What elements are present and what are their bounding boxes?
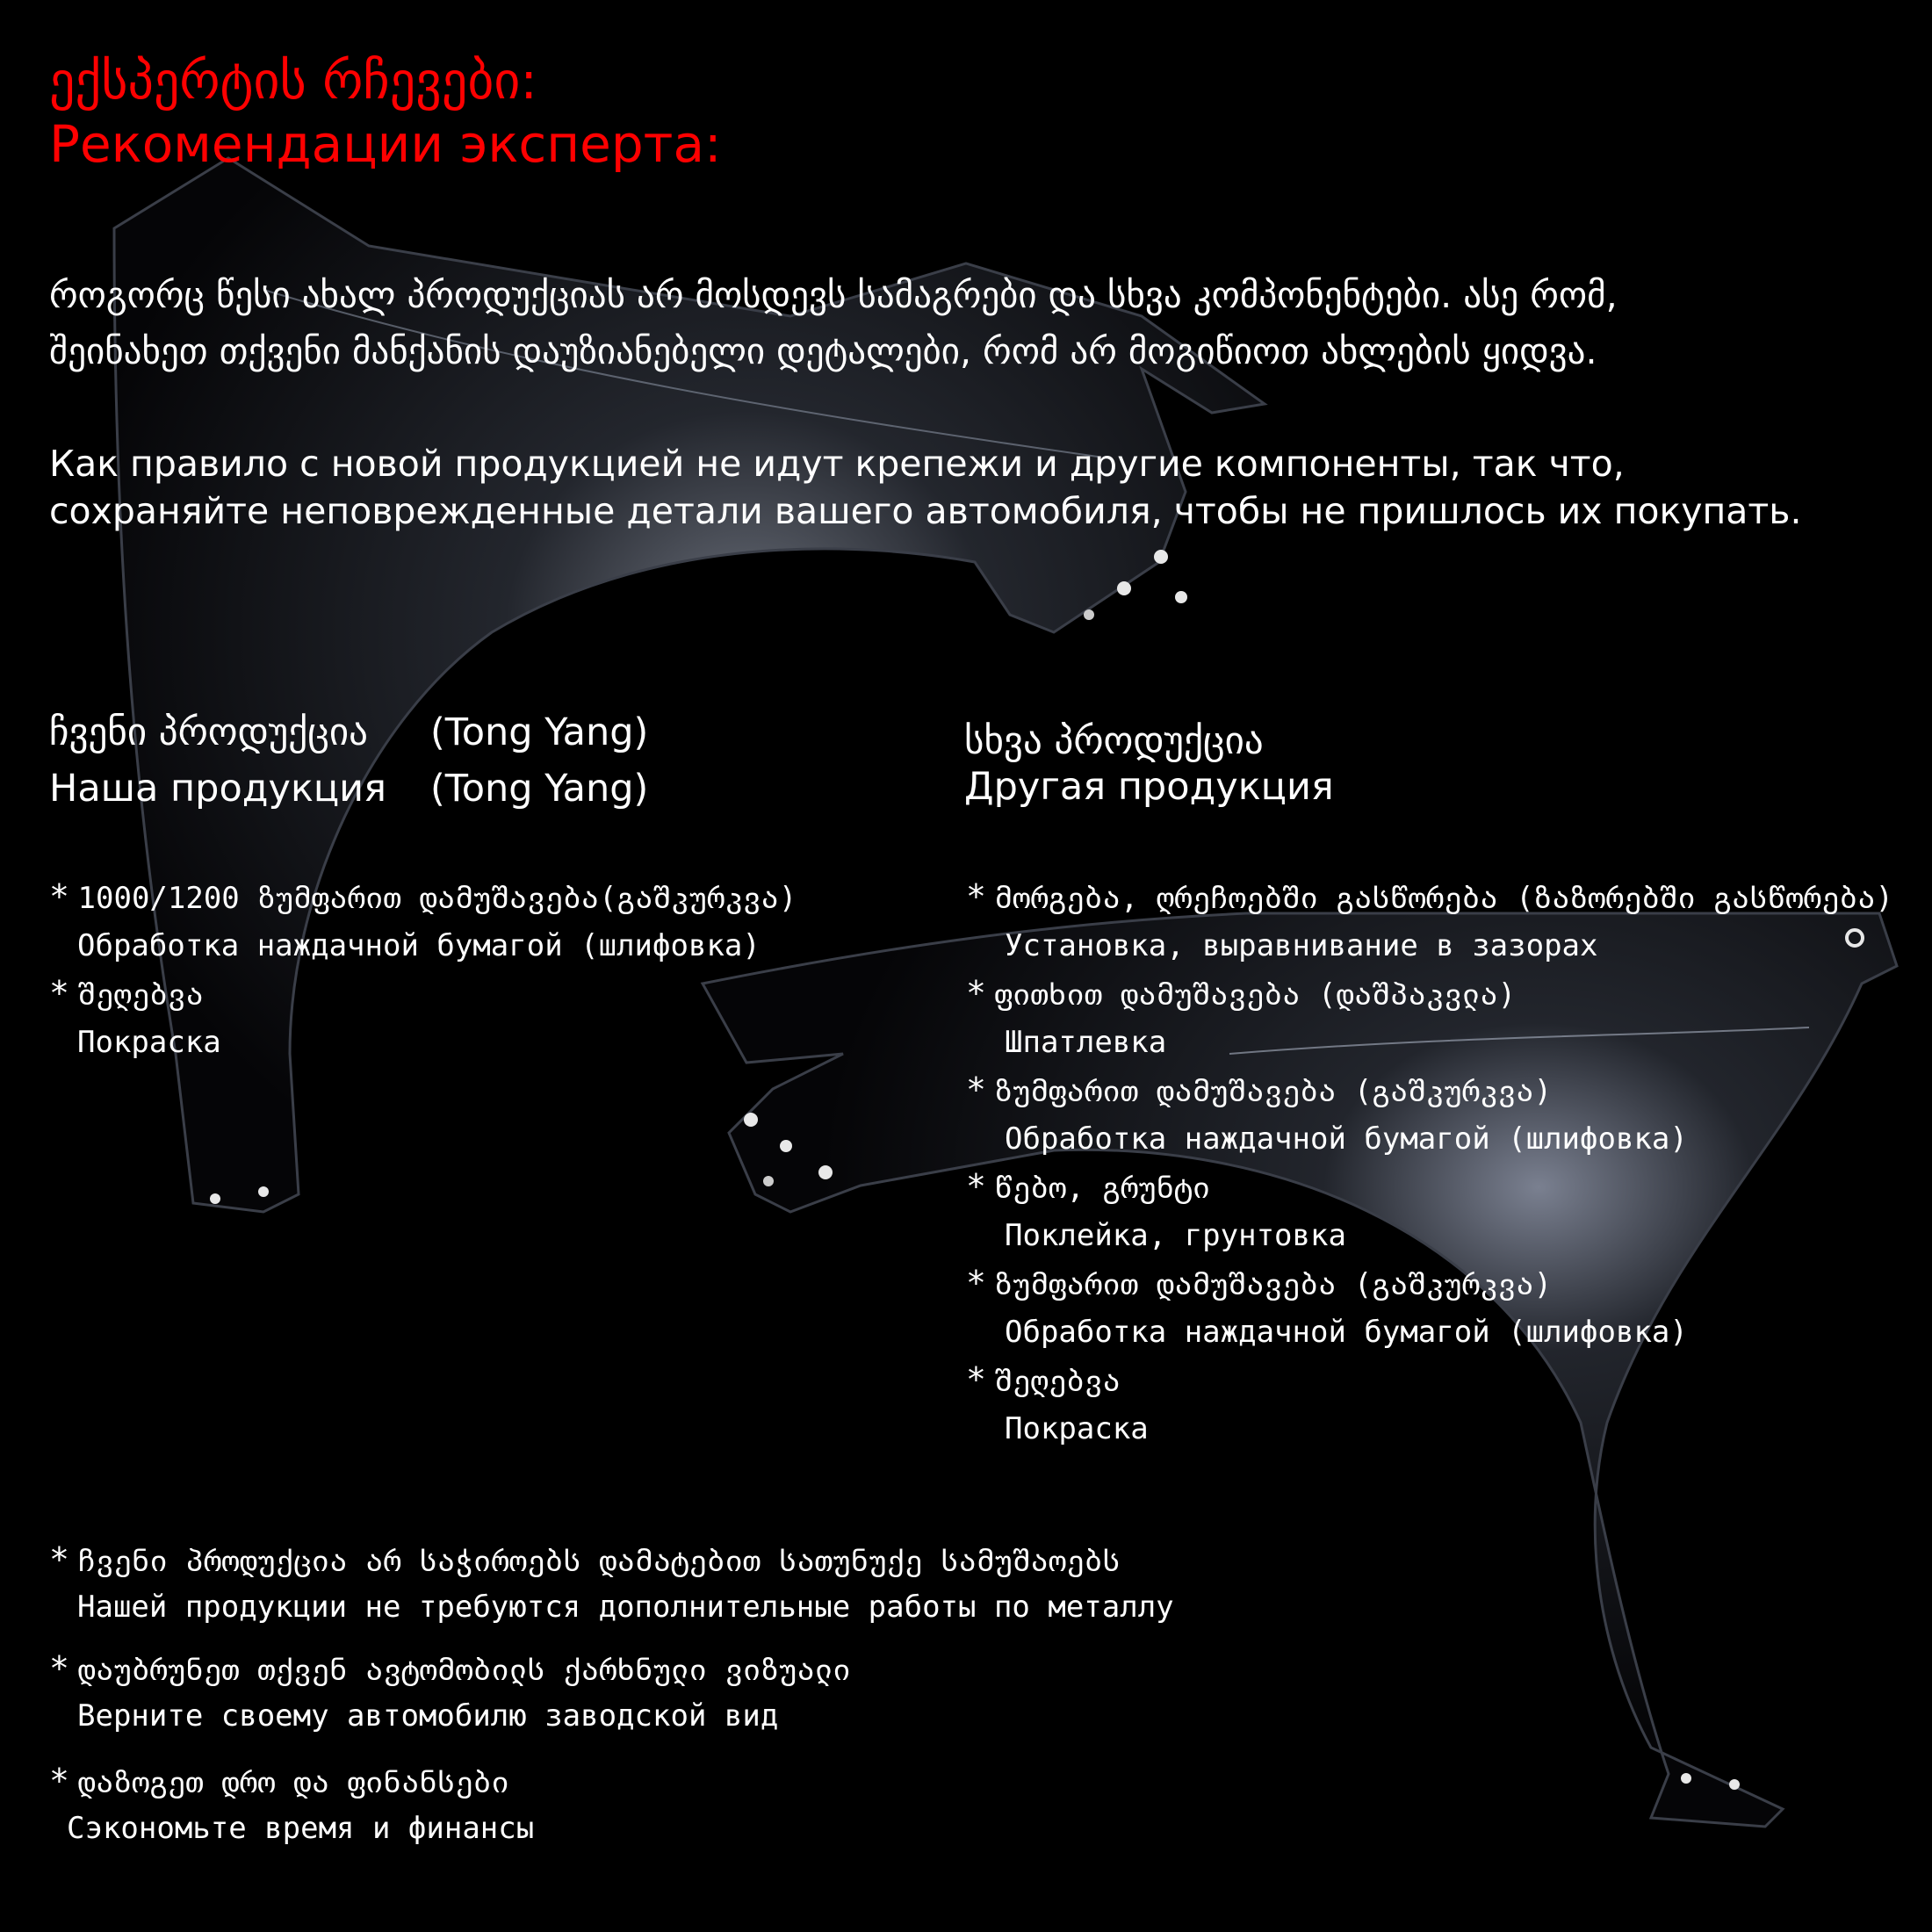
- our-product-heading-ka: ჩვენი პროდუქცია: [49, 710, 368, 754]
- item-ka: მორგება, ღრეჩოებში გასწორება (ზაზორებში გასწორება): [994, 881, 1894, 916]
- bullet-icon: *: [49, 974, 69, 1013]
- item-ru: Обработка наждачной бумагой (шлифовка): [1005, 1121, 1688, 1157]
- bullet-icon: *: [966, 974, 986, 1013]
- other-product-heading-ka: სხვა პროდუქცია: [964, 719, 1264, 763]
- bullet-icon: *: [966, 1360, 986, 1399]
- page-title-ka: ექსპერტის რჩევები:: [49, 51, 537, 111]
- bullet-icon: *: [49, 877, 69, 916]
- intro-ka-line2: შეინახეთ თქვენი მანქანის დაუზიანებელი დეტალები, რომ არ მოგიწიოთ ახლების ყიდვა.: [49, 330, 1597, 372]
- intro-ru-line2: сохраняйте неповрежденные детали вашего автомобиля, чтобы не пришлось их покупать.: [49, 490, 1802, 532]
- bullet-icon: *: [49, 1540, 69, 1579]
- page-title-ru: Рекомендации эксперта:: [49, 114, 722, 174]
- our-product-heading-ru: Наша продукция: [49, 767, 386, 811]
- intro-ru-line1: Как правило с новой продукцией не идут крепежи и другие компоненты, так что,: [49, 443, 1625, 485]
- item-ru: Установка, выравнивание в зазорах: [1005, 928, 1598, 963]
- bullet-icon: *: [966, 1167, 986, 1206]
- other-product-item: [966, 1164, 1346, 1259]
- item-ru: Покраска: [77, 1025, 221, 1060]
- item-ka: შეღებვა: [994, 1364, 1121, 1399]
- benefit-ka: დაუბრუნეთ თქვენ ავტომობილს ქარხნული ვიზუალი: [77, 1653, 851, 1688]
- bullet-icon: *: [49, 1649, 69, 1688]
- our-product-brand-1: (Tong Yang): [430, 710, 649, 754]
- other-product-item: [966, 1261, 1688, 1356]
- benefit-ka: ჩვენი პროდუქცია არ საჭიროებს დამატებით სათუნუქე სამუშაოებს: [77, 1544, 1121, 1579]
- benefit-ka: დაზოგეთ დრო და ფინანსები: [77, 1765, 509, 1800]
- item-ru: Шпатлевка: [1005, 1025, 1167, 1060]
- our-product-item: [49, 875, 797, 970]
- other-product-item: [966, 1358, 1149, 1453]
- other-product-heading-ru: Другая продукция: [964, 765, 1334, 809]
- bullet-icon: *: [966, 1264, 986, 1302]
- other-product-item: [966, 1068, 1688, 1163]
- benefit-ru: Нашей продукции не требуются дополнительные работы по металлу: [77, 1590, 1174, 1625]
- benefit-ru: Сэкономьте время и финансы: [67, 1811, 535, 1846]
- item-ru: Покраска: [1005, 1411, 1149, 1446]
- item-ru: Поклейка, грунтовка: [1005, 1218, 1346, 1253]
- item-ka: შეღებვა: [77, 977, 204, 1013]
- item-ka: ფითხით დამუშავება (დაშპაკვლა): [994, 977, 1517, 1013]
- bullet-icon: *: [966, 877, 986, 916]
- benefit-item: [49, 1539, 1174, 1630]
- item-ru: Обработка наждачной бумагой (шлифовка): [1005, 1315, 1688, 1350]
- bullet-icon: *: [49, 1762, 69, 1800]
- intro-ka-line1: როგორც წესი ახალ პროდუქციას არ მოსდევს სამაგრები და სხვა კომპონენტები. ასე რომ,: [49, 274, 1618, 316]
- bullet-icon: *: [966, 1071, 986, 1109]
- item-ka: ზუმფარით დამუშავება (გაშკურკვა): [994, 1074, 1553, 1109]
- benefit-ru: Верните своему автомобилю заводской вид: [77, 1698, 779, 1734]
- item-ka: 1000/1200 ზუმფარით დამუშავება(გაშკურკვა): [77, 881, 797, 916]
- item-ka: ზუმფარით დამუშავება (გაშკურკვა): [994, 1267, 1553, 1302]
- other-product-item: [966, 971, 1516, 1066]
- benefit-item: [49, 1647, 851, 1739]
- our-product-brand-2: (Tong Yang): [430, 767, 649, 811]
- other-product-item: [966, 875, 1893, 970]
- item-ru: Обработка наждачной бумагой (шлифовка): [77, 928, 761, 963]
- benefit-item: [49, 1760, 534, 1851]
- our-product-item: [49, 971, 221, 1066]
- item-ka: წებო, გრუნტი: [994, 1171, 1211, 1206]
